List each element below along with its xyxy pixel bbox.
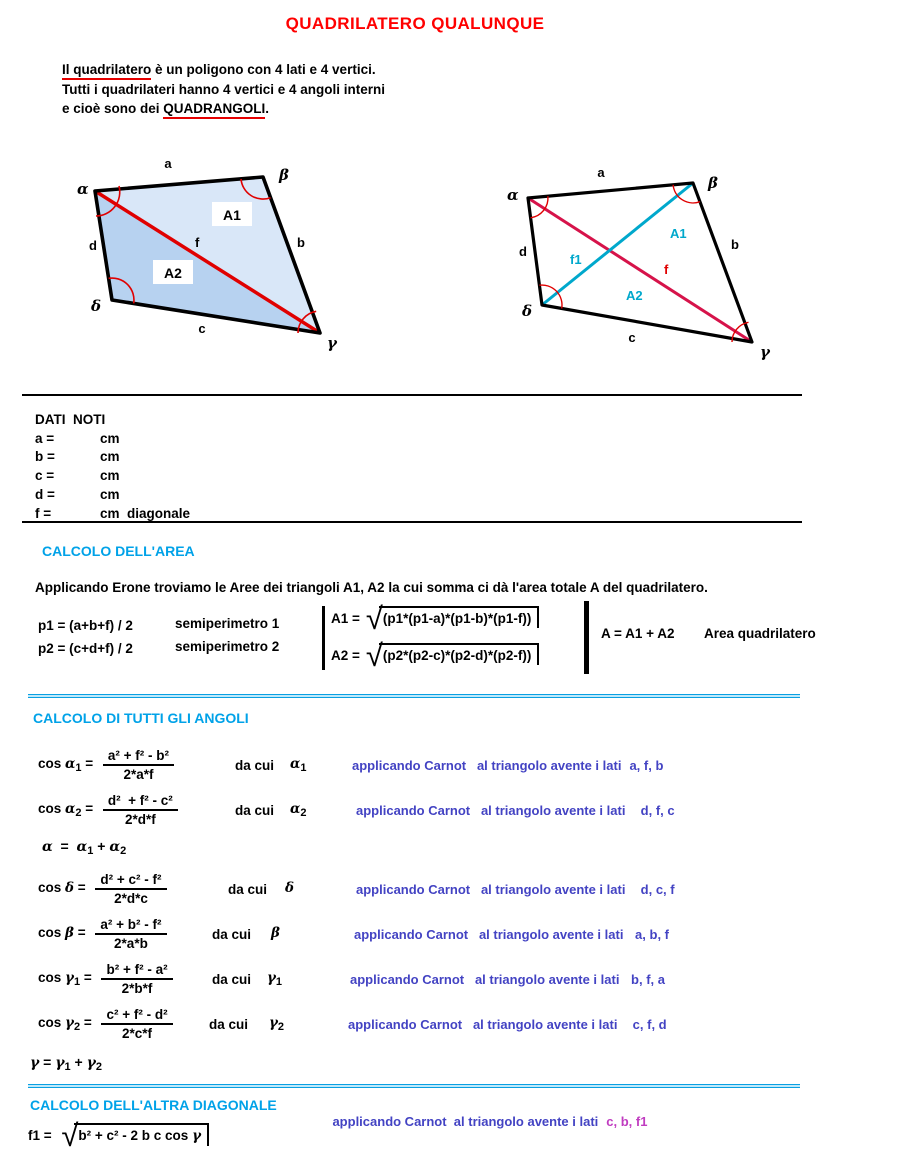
dati-row bbox=[35, 448, 190, 467]
carnot-sides: a, b, f bbox=[631, 926, 669, 942]
area-sum-formula: A = A1 + A2 bbox=[601, 626, 675, 641]
angle-row-alpha1 bbox=[38, 742, 908, 788]
area-a2-label: A2 bbox=[164, 265, 182, 281]
sqrt-sign: √ bbox=[365, 638, 383, 673]
area-a1-label: A1 bbox=[670, 226, 687, 241]
result-angle: $\gamma_2$ bbox=[269, 1015, 285, 1033]
fraction: $\frac{\text{b² + f² - a²}}{2*b*f}$ bbox=[101, 962, 172, 996]
carnot-note: applicando Carnot al triangolo avente i lati b, f, a bbox=[350, 971, 665, 987]
a1-lhs: A1 = bbox=[331, 611, 360, 626]
da-cui-label: da cui bbox=[212, 926, 252, 942]
da-cui-label: da cui bbox=[209, 1016, 249, 1032]
gamma-sum-formula: $\gamma = \gamma_1 + \gamma_2$ bbox=[30, 1054, 102, 1073]
dati-row bbox=[35, 467, 190, 486]
carnot-note: applicando Carnot al triangolo avente i lati d, f, c bbox=[356, 802, 675, 818]
da-cui-label: da cui bbox=[212, 971, 252, 987]
angle-row-delta bbox=[38, 866, 908, 912]
diagonal-f-line bbox=[528, 198, 752, 342]
underlined-term-quadrilatero: Il quadrilatero bbox=[62, 62, 151, 80]
dati-value: cm bbox=[100, 430, 120, 446]
angles-section-heading: CALCOLO DI TUTTI GLI ANGOLI bbox=[33, 710, 249, 726]
intro-line-3: e cioè sono dei QUADRANGOLI. bbox=[62, 99, 385, 119]
side-a-label: a bbox=[597, 165, 605, 180]
a2-radicand: (p2*(p2-c)*(p2-d)*(p2-f)) bbox=[379, 643, 539, 665]
result-angle: β bbox=[271, 925, 280, 941]
fraction: $\frac{\text{c² + f² - d²}}{2*c*f}$ bbox=[101, 1007, 172, 1041]
dati-noti-section bbox=[35, 411, 190, 523]
fraction: $\frac{\text{d² + c² - f²}}{2*d*c}$ bbox=[95, 872, 166, 906]
result-angle: δ bbox=[285, 880, 295, 896]
angle-row-gamma1 bbox=[38, 956, 908, 1002]
diagonal-f-label: f bbox=[664, 262, 669, 277]
angle-row-beta bbox=[38, 911, 908, 957]
dati-key: c = bbox=[35, 468, 55, 484]
page-title: QUADRILATERO QUALUNQUE bbox=[285, 14, 545, 33]
vertex-beta-label: β bbox=[708, 174, 718, 192]
cos-lhs: $\cos \alpha_2$ = bbox=[38, 801, 97, 819]
dati-noti-heading: DATI NOTI bbox=[35, 412, 106, 427]
vertex-gamma-label: γ bbox=[327, 334, 337, 352]
p1-formula: p1 = (a+b+f) / 2 bbox=[38, 618, 133, 633]
f1-radicand: b² + c² - 2 b c cos γ bbox=[74, 1123, 209, 1146]
dati-value: cm bbox=[100, 449, 120, 465]
intro-paragraph bbox=[62, 60, 385, 119]
p1-label: semiperimetro 1 bbox=[175, 616, 280, 631]
area-section-heading: CALCOLO DELL'AREA bbox=[42, 543, 195, 559]
carnot-sides: d, c, f bbox=[633, 881, 675, 897]
fraction: $\frac{\text{a² + f² - b²}}{2*a*f}$ bbox=[103, 748, 174, 782]
a1-formula bbox=[331, 601, 539, 636]
a2-formula bbox=[331, 638, 539, 673]
quadrilateral-diagram-right bbox=[480, 150, 910, 375]
da-cui-label: da cui bbox=[228, 881, 268, 897]
semiperimeter-formulas bbox=[38, 614, 133, 660]
semiperimeter-labels bbox=[175, 612, 279, 658]
section-divider bbox=[28, 694, 800, 698]
cos-lhs: $\cos \gamma_1$ = bbox=[38, 970, 96, 988]
da-cui-label: da cui bbox=[235, 757, 275, 773]
diagonal-section-heading: CALCOLO DELL'ALTRA DIAGONALE bbox=[30, 1097, 277, 1113]
side-d-label: d bbox=[89, 238, 97, 253]
f1-lhs: f1 = bbox=[28, 1128, 56, 1143]
side-d-label: d bbox=[519, 244, 527, 259]
vertex-beta-label: β bbox=[279, 166, 289, 184]
side-c-label: c bbox=[198, 321, 206, 336]
separator-thick bbox=[584, 601, 589, 674]
carnot-note: applicando Carnot al triangolo avente i lati d, c, f bbox=[356, 881, 675, 897]
p2-formula: p2 = (c+d+f) / 2 bbox=[38, 641, 133, 656]
vertex-gamma-label: γ bbox=[760, 343, 770, 361]
fraction: $\frac{\text{a² + b² - f²}}{2*a*b}$ bbox=[95, 917, 166, 951]
a1-radicand: (p1*(p1-a)*(p1-b)*(p1-f)) bbox=[379, 606, 539, 628]
cos-lhs: cos β = bbox=[38, 925, 90, 941]
area-description: Applicando Erone troviamo le Aree dei triangoli A1, A2 la cui somma ci dà l'area totale A del quadrilatero. bbox=[35, 580, 708, 595]
result-angle: $\gamma_1$ bbox=[267, 970, 283, 988]
f1-sqrt bbox=[61, 1118, 209, 1153]
diagonal-f1-label: f1 bbox=[570, 252, 582, 267]
sqrt-sign: √ bbox=[61, 1118, 79, 1153]
angle-row-gamma2 bbox=[38, 1001, 908, 1047]
cos-lhs: cos δ = bbox=[38, 880, 90, 896]
horizontal-rule-top bbox=[22, 394, 802, 396]
quadrilateral-outline bbox=[528, 183, 752, 342]
underlined-term-quadrangoli: QUADRANGOLI bbox=[163, 101, 265, 119]
fraction: $\frac{\text{d² + f² - c²}}{2*d*f}$ bbox=[103, 793, 178, 827]
carnot-note: applicando Carnot al triangolo avente i lati a, f, b bbox=[352, 757, 664, 773]
vertex-delta-label: δ bbox=[522, 302, 533, 320]
carnot-sides: a, f, b bbox=[629, 757, 664, 773]
a2-lhs: A2 = bbox=[331, 648, 360, 663]
area-a1-label: A1 bbox=[223, 207, 241, 223]
carnot-sides: b, f, a bbox=[627, 971, 665, 987]
cos-lhs: $\cos \alpha_1$ = bbox=[38, 756, 97, 774]
angle-row-alpha2 bbox=[38, 787, 908, 833]
diagonal-f-label: f bbox=[195, 235, 200, 250]
carnot-sides: d, f, c bbox=[633, 802, 675, 818]
sqrt-sign: √ bbox=[365, 601, 383, 636]
vertex-alpha-label: α bbox=[77, 180, 89, 198]
result-angle: $\alpha_2$ bbox=[290, 801, 307, 819]
a2-sqrt bbox=[365, 638, 540, 673]
dati-key: d = bbox=[35, 486, 55, 502]
dati-row bbox=[35, 430, 190, 449]
separator-thin bbox=[322, 606, 325, 670]
da-cui-label: da cui bbox=[235, 802, 275, 818]
cos-lhs: $\cos \gamma_2$ = bbox=[38, 1015, 96, 1033]
section-divider bbox=[28, 1084, 800, 1088]
dati-row bbox=[35, 486, 190, 505]
diagonal-f1-line bbox=[542, 183, 693, 305]
side-b-label: b bbox=[297, 235, 305, 250]
side-b-label: b bbox=[731, 237, 739, 252]
area-a2-label: A2 bbox=[626, 288, 643, 303]
carnot-note: applicando Carnot al triangolo avente i lati c, f, d bbox=[348, 1016, 667, 1032]
area-sum-label: Area quadrilatero bbox=[704, 626, 816, 641]
side-c-label: c bbox=[628, 330, 636, 345]
a1-sqrt bbox=[365, 601, 540, 636]
intro-line-2: Tutti i quadrilateri hanno 4 vertici e 4 angoli interni bbox=[62, 81, 386, 97]
vertex-alpha-label: α bbox=[507, 186, 519, 204]
dati-value: cm diagonale bbox=[100, 505, 191, 521]
horizontal-rule-bottom bbox=[22, 521, 802, 523]
dati-key: a = bbox=[35, 430, 55, 446]
result-angle: $\alpha_1$ bbox=[290, 756, 307, 774]
vertex-delta-label: δ bbox=[91, 297, 102, 315]
alpha-sum-formula: $\alpha = \alpha_1 + \alpha_2$ bbox=[42, 838, 127, 857]
carnot-sides: c, f, d bbox=[625, 1016, 667, 1032]
intro-line-1: Il quadrilatero è un poligono con 4 lati e 4 vertici. bbox=[62, 60, 385, 80]
dati-value: cm bbox=[100, 468, 120, 484]
f1-formula bbox=[28, 1118, 209, 1153]
dati-key: b = bbox=[35, 449, 55, 465]
carnot-sides: c, b, f1 bbox=[606, 1114, 648, 1129]
carnot-note: applicando Carnot al triangolo avente i lati a, b, f bbox=[354, 926, 669, 942]
quadrilateral-diagram-left bbox=[55, 150, 405, 375]
carnot-note: applicando Carnot al triangolo avente i lati c, b, f1 bbox=[332, 1114, 648, 1129]
dati-key: f = bbox=[35, 505, 52, 521]
dati-value: cm bbox=[100, 486, 120, 502]
p2-label: semiperimetro 2 bbox=[175, 639, 280, 654]
side-a-label: a bbox=[164, 156, 172, 171]
